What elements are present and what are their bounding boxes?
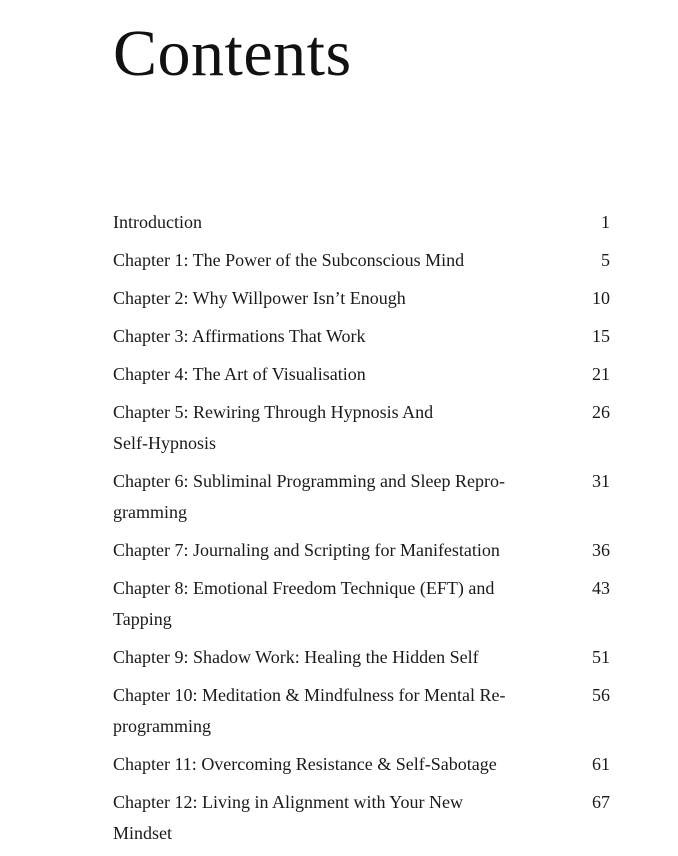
toc-entry[interactable] bbox=[113, 359, 610, 390]
toc-entry[interactable] bbox=[113, 642, 610, 673]
toc-entry-title: Chapter 6: Subliminal Programming and Sleep Repro- gramming bbox=[113, 471, 505, 522]
toc-entry-title: Chapter 1: The Power of the Subconscious Mind bbox=[113, 250, 465, 270]
toc-entry-page: 61 bbox=[592, 754, 610, 774]
toc-entry-title: Chapter 8: Emotional Freedom Technique (EFT) and Tapping bbox=[113, 578, 495, 629]
toc-entry-page: 10 bbox=[592, 288, 610, 308]
toc-entry-title: Introduction bbox=[113, 212, 202, 232]
toc-entry-title: Chapter 4: The Art of Visualisation bbox=[113, 364, 366, 384]
toc-entry[interactable] bbox=[113, 245, 610, 276]
toc-entry-title: Chapter 2: Why Willpower Isn’t Enough bbox=[113, 288, 406, 308]
toc-entry[interactable] bbox=[113, 207, 610, 238]
toc-entry-page: 31 bbox=[592, 471, 610, 491]
toc-entry-page: 26 bbox=[592, 402, 610, 422]
toc-entry-page: 56 bbox=[592, 685, 610, 705]
table-of-contents bbox=[113, 207, 610, 856]
toc-entry-title: Chapter 11: Overcoming Resistance & Self-Sabotage bbox=[113, 754, 497, 774]
toc-entry-title: Chapter 12: Living in Alignment with Your New Mindset bbox=[113, 792, 463, 843]
toc-entry-page: 15 bbox=[592, 326, 610, 346]
toc-entry[interactable] bbox=[113, 283, 610, 314]
toc-entry-page: 36 bbox=[592, 540, 610, 560]
toc-entry[interactable] bbox=[113, 787, 610, 849]
toc-entry[interactable] bbox=[113, 397, 610, 459]
toc-entry[interactable] bbox=[113, 321, 610, 352]
toc-entry-title: Chapter 3: Affirmations That Work bbox=[113, 326, 366, 346]
toc-entry-page: 5 bbox=[601, 250, 610, 270]
toc-entry-title: Chapter 9: Shadow Work: Healing the Hidden Self bbox=[113, 647, 479, 667]
toc-entry[interactable] bbox=[113, 535, 610, 566]
toc-entry-page: 1 bbox=[601, 212, 610, 232]
page-title: Contents bbox=[113, 17, 352, 90]
toc-entry-title: Chapter 7: Journaling and Scripting for Manifestation bbox=[113, 540, 500, 560]
toc-entry[interactable] bbox=[113, 749, 610, 780]
toc-entry-title: Chapter 5: Rewiring Through Hypnosis And Self-Hypnosis bbox=[113, 402, 434, 453]
toc-entry-page: 43 bbox=[592, 578, 610, 598]
toc-entry[interactable] bbox=[113, 573, 610, 635]
toc-entry-title: Chapter 10: Meditation & Mindfulness for Mental Re- programming bbox=[113, 685, 506, 736]
toc-entry-page: 21 bbox=[592, 364, 610, 384]
toc-entry-page: 67 bbox=[592, 792, 610, 812]
toc-entry[interactable] bbox=[113, 680, 610, 742]
toc-entry[interactable] bbox=[113, 466, 610, 528]
toc-entry-page: 51 bbox=[592, 647, 610, 667]
